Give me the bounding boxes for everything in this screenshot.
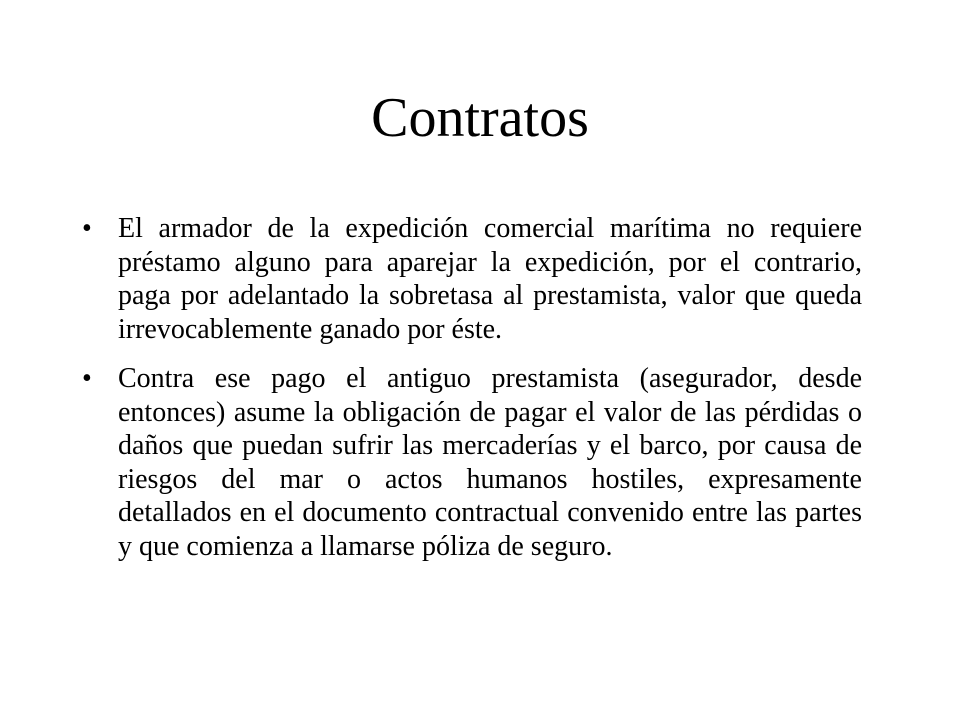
slide-title: Contratos xyxy=(371,87,589,149)
bullet-list xyxy=(82,212,862,579)
bullet-text: Contra ese pago el antiguo prestamista (asegurador, desde entonces) asume la obligación de pagar el valor de las pérdidas o daños que puedan sufrir las mercaderías y el barco, por causa de riesgos del mar o actos humanos hostiles, expresamente detallados en el documento contractual convenido entre las partes y que comienza a llamarse póliza de seguro. xyxy=(118,363,862,562)
bullet-item xyxy=(82,362,862,563)
bullet-icon: • xyxy=(82,213,92,244)
bullet-text: El armador de la expedición comercial marítima no requiere préstamo alguno para aparejar la expedición, por el contrario, paga por adelantado la sobretasa al prestamista, valor que queda irrevocablemente ganado por éste. xyxy=(118,213,862,345)
bullet-item xyxy=(82,212,862,346)
bullet-icon: • xyxy=(82,363,92,394)
